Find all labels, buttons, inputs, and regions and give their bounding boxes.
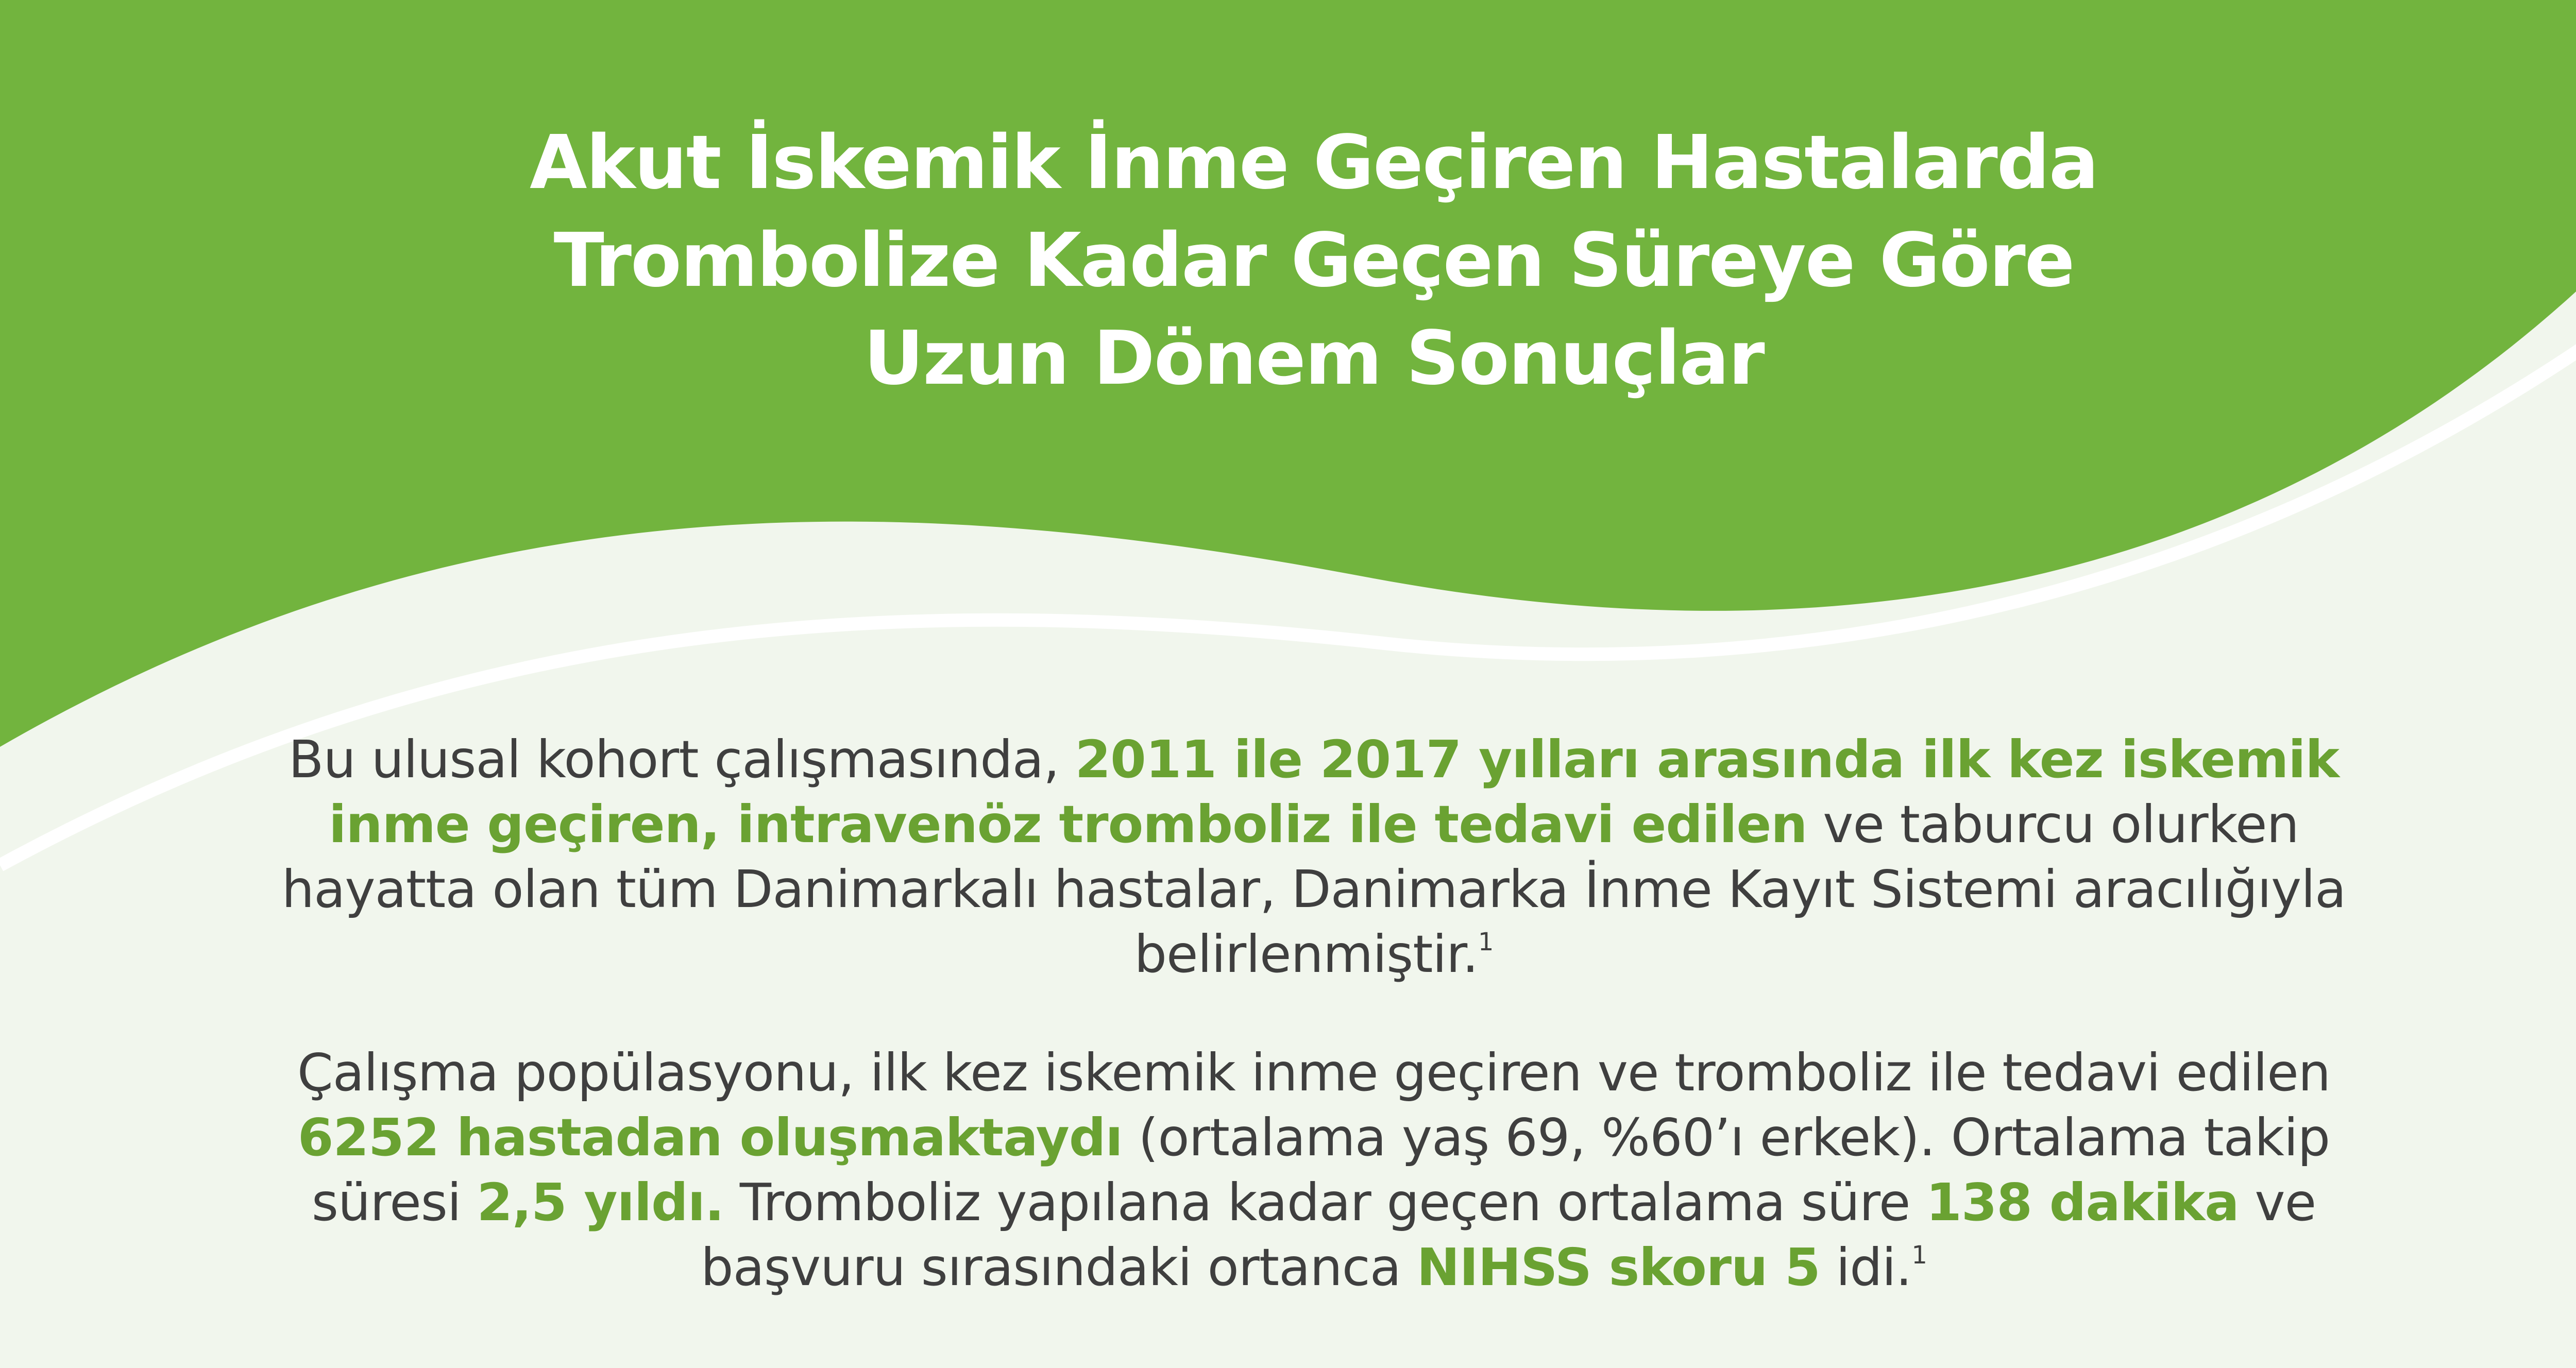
p2-text-2: (ortalama yaş 69, %60’ı erkek). Ortalama takip süresi xyxy=(311,1107,2330,1233)
p1-text-2: ve taburcu olurken hayatta olan tüm Danimarkalı hastalar, Danimarka İnme Kayıt Sistemi aracılığıyla belirlenmiştir. xyxy=(281,794,2346,984)
title-line-3: Uzun Dönem Sonuçlar xyxy=(863,315,1764,401)
p2-highlight-nihss: NIHSS skoru 5 xyxy=(1416,1237,1820,1297)
p2-highlight-follow-up: 2,5 yıldı. xyxy=(477,1172,724,1233)
p2-text-5: idi. xyxy=(1820,1237,1912,1297)
page-title xyxy=(309,113,2318,407)
p2-text-1: Çalışma popülasyonu, ilk kez iskemik inme geçiren ve tromboliz ile tedavi edilen xyxy=(297,1042,2331,1103)
p1-text-1: Bu ulusal kohort çalışmasında, xyxy=(288,729,1075,790)
p2-text-3: Tromboliz yapılana kadar geçen ortalama süre xyxy=(724,1172,1926,1233)
title-line-2: Trombolize Kadar Geçen Süreye Göre xyxy=(553,217,2074,303)
p1-highlight-cohort: 2011 ile 2017 yılları arasında ilk kez iskemik inme geçiren, intravenöz tromboliz ile tedavi edilen xyxy=(329,729,2340,854)
p2-reference-marker: 1 xyxy=(1911,1241,1927,1270)
title-line-1: Akut İskemik İnme Geçiren Hastalarda xyxy=(530,119,2098,206)
study-population-paragraph xyxy=(278,1040,2349,1300)
study-description-paragraph xyxy=(278,727,2349,987)
p2-text-4: ve başvuru sırasındaki ortanca xyxy=(701,1172,2316,1297)
p2-highlight-minutes: 138 dakika xyxy=(1926,1172,2239,1233)
p1-reference-marker: 1 xyxy=(1478,928,1494,956)
p2-highlight-patient-count: 6252 hastadan oluşmaktaydı xyxy=(297,1107,1123,1168)
